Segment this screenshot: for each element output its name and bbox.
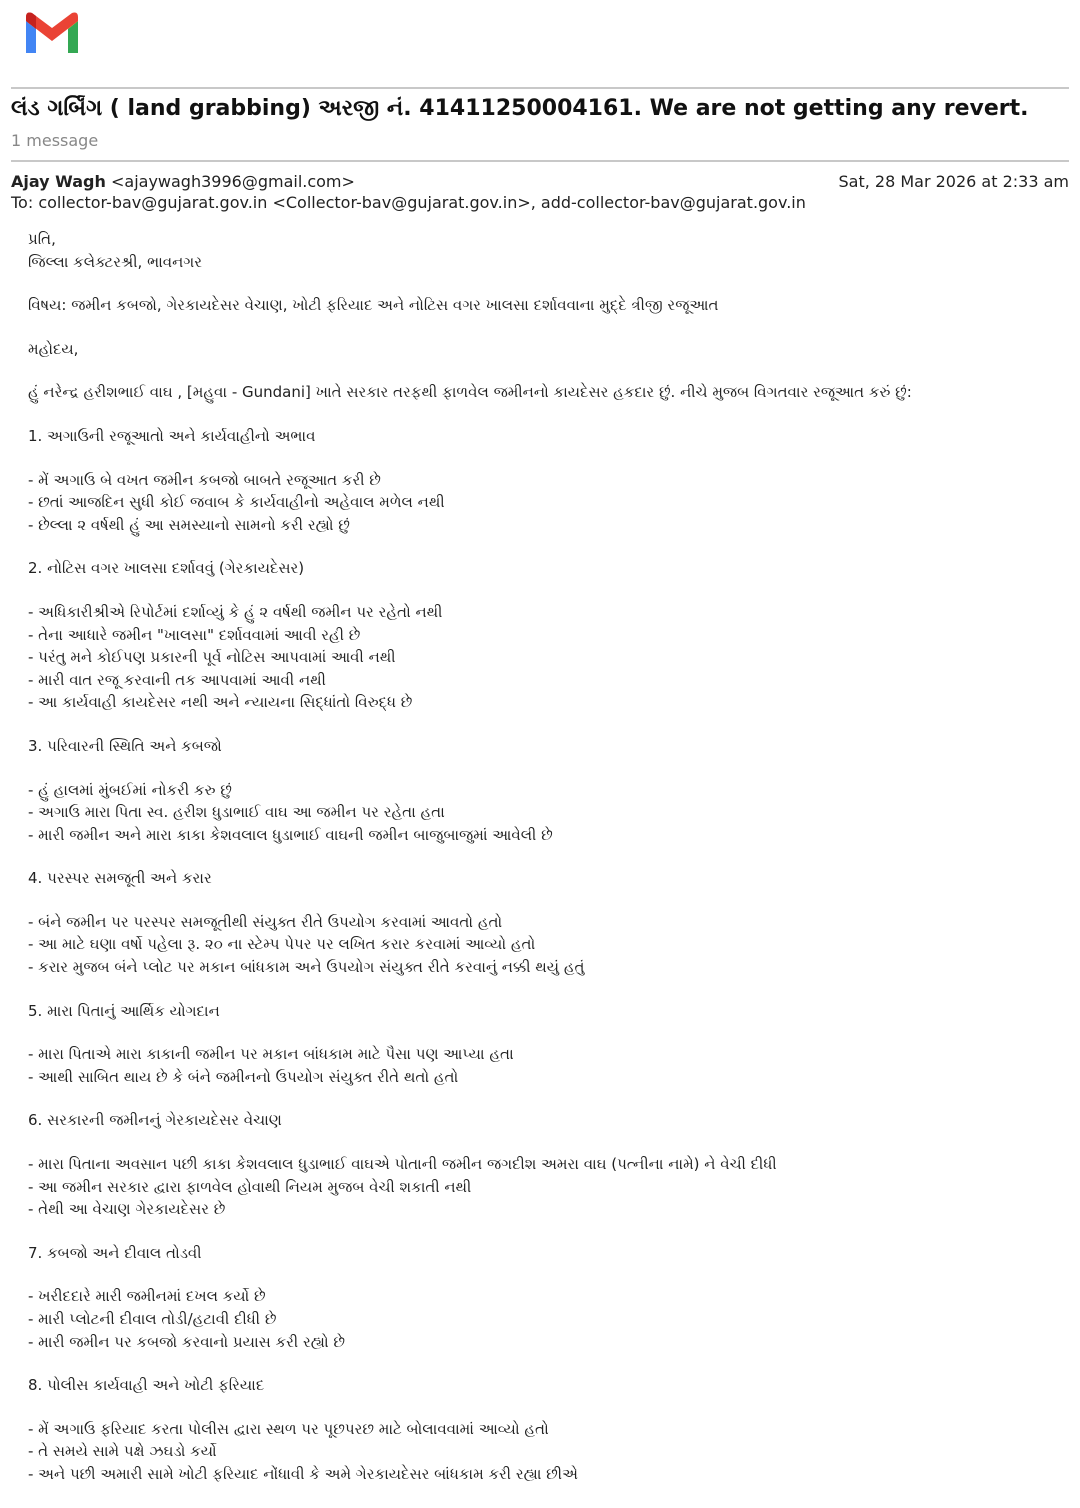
recipients-line: To: collector-bav@gujarat.gov.in <Collector-bav@gujarat.gov.in>, add-collector-bav@gujarat.gov.in (11, 193, 806, 212)
list-item: - હું હાલમાં મુંબઈમાં નોકરી કરુ છું (28, 780, 232, 799)
list-item: - છેલ્લા ૨ વર્ષથી હું આ સમસ્યાનો સામનો કરી રહ્યો છું (28, 515, 350, 534)
list-item: - આ માટે ઘણા વર્ષો પહેલા રૂ. ૨૦ ના સ્ટેમ્પ પેપર પર લખિત કરાર કરવામાં આવ્યો હતો (28, 935, 536, 954)
address-line: જિલ્લા કલેક્ટરશ્રી, ભાવનગર (28, 252, 202, 271)
list-item: - તે સમયે સામે પક્ષે ઝઘડો કર્યો (28, 1442, 217, 1461)
list-item: - મારા પિતાના અવસાન પછી કાકા કેશવલાલ ધુડાભાઈ વાઘએ પોતાની જમીન જગદીશ અમરા વાઘ (પત્નીના નામે) ને વેચી દીધી (28, 1155, 777, 1174)
list-item: - મારી વાત રજૂ કરવાની તક આપવામાં આવી નથી (28, 670, 326, 689)
section-heading: 4. પરસ્પર સમજૂતી અને કરાર (28, 869, 212, 888)
gmail-logo-icon (22, 11, 82, 55)
list-item: - તેના આધારે જમીન "ખાલસા" દર્શાવવામાં આવી રહી છે (28, 625, 361, 644)
list-item: - મેં અગાઉ બે વખત જમીન કબજો બાબતે રજૂઆત કરી છે (28, 470, 381, 489)
section-heading: 3. પરિવારની સ્થિતિ અને કબજો (28, 736, 222, 755)
list-item: - મેં અગાઉ ફરિયાદ કરતા પોલીસ દ્વારા સ્થળ પર પૂછપરછ માટે બોલાવવામાં આવ્યો હતો (28, 1419, 549, 1438)
section-heading: 1. અગાઉની રજૂઆતો અને કાર્યવાહીનો અભાવ (28, 426, 316, 445)
message-count: 1 message (11, 131, 99, 150)
email-body (28, 228, 1068, 1486)
section-heading: 7. કબજો અને દીવાલ તોડવી (28, 1243, 202, 1262)
section-heading: 2. નોટિસ વગર ખાલસા દર્શાવવું (ગેરકાયદેસર) (28, 559, 305, 578)
section-heading: 5. મારા પિતાનું આર્થિક યોગદાન (28, 1001, 220, 1020)
sections-container (28, 425, 1068, 1486)
sender-name: Ajay Wagh (11, 172, 106, 191)
list-item: - અધિકારીશ્રીએ રિપોર્ટમાં દર્શાવ્યું કે હું ૨ વર્ષથી જમીન પર રહેતો નથી (28, 602, 443, 621)
subject-line: વિષય: જમીન કબજો, ગેરકાયદેસર વેચાણ, ખોટી ફરિયાદ અને નોટિસ વગર ખાલસા દર્શાવવાના મુદ્દે ત્રીજી રજૂઆત (28, 296, 719, 315)
list-item: - આથી સાબિત થાય છે કે બંને જમીનનો ઉપયોગ સંયુક્ત રીતે થતો હતો (28, 1067, 459, 1086)
sender-email: <ajaywagh3996@gmail.com> (110, 172, 355, 191)
list-item: - છતાં આજદિન સુધી કોઈ જવાબ કે કાર્યવાહીનો અહેવાલ મળેલ નથી (28, 493, 445, 512)
message-date: Sat, 28 Mar 2026 at 2:33 am (838, 172, 1069, 191)
list-item: - આ જમીન સરકાર દ્વારા ફાળવેલ હોવાથી નિયમ મુજબ વેચી શકાતી નથી (28, 1177, 472, 1196)
list-item: - આ કાર્યવાહી કાયદેસર નથી અને ન્યાયના સિદ્ધાંતો વિરુદ્ધ છે (28, 693, 413, 712)
list-item: - કરાર મુજબ બંને પ્લોટ પર મકાન બાંધકામ અને ઉપયોગ સંયુક્ત રીતે કરવાનું નક્કી થયું હતું (28, 958, 585, 977)
list-item: - ખરીદદારે મારી જમીનમાં દખલ કર્યો છે (28, 1287, 266, 1306)
email-subject: લંડ ગર્બિંગ ( land grabbing) અરજી નં. 41411250004161. We are not getting any revert. (11, 96, 1029, 121)
section-heading: 6. સરકારની જમીનનું ગેરકાયદેસર વેચાણ (28, 1111, 282, 1130)
list-item: - તેથી આ વેચાણ ગેરકાયદેસર છે (28, 1200, 226, 1219)
list-item: - પરંતુ મને કોઈપણ પ્રકારની પૂર્વ નોટિસ આપવામાં આવી નથી (28, 648, 396, 667)
intro-paragraph: હું નરેન્દ્ર હરીશભાઈ વાઘ , [મહુવા - Gundani] ખાતે સરકાર તરફથી ફાળવેલ જમીનનો કાયદેસર હકદાર છું. નીચે મુજબ વિગતવાર રજૂઆત કરું છું: (28, 383, 912, 402)
list-item: - બંને જમીન પર પરસ્પર સમજૂતીથી સંયુક્ત રીતે ઉપયોગ કરવામાં આવતો હતો (28, 912, 503, 931)
list-item: - અને પછી અમારી સામે ખોટી ફરિયાદ નોંધાવી કે અમે ગેરકાયદેસર બાંધકામ કરી રહ્યા છીએ (28, 1464, 578, 1483)
list-item: - મારી જમીન અને મારા કાકા કેશવલાલ ધુડાભાઈ વાઘની જમીન બાજુબાજુમાં આવેલી છે (28, 825, 553, 844)
list-item: - મારી પ્લોટની દીવાલ તોડી/હટાવી દીધી છે (28, 1310, 277, 1328)
list-item: - મારા પિતાએ મારા કાકાની જમીન પર મકાન બાંધકામ માટે પૈસા પણ આપ્યા હતા (28, 1045, 514, 1064)
list-item: - અગાઉ મારા પિતા સ્વ. હરીશ ધુડાભાઈ વાઘ આ જમીન પર રહેતા હતા (28, 803, 445, 822)
header-divider (11, 87, 1069, 89)
list-item: - મારી જમીન પર કબજો કરવાનો પ્રયાસ કરી રહ્યો છે (28, 1332, 345, 1351)
salutation: મહોદય, (28, 339, 79, 358)
message-divider (11, 160, 1069, 162)
address-line: પ્રતિ, (28, 230, 56, 248)
sender-line (11, 172, 355, 191)
section-heading: 8. પોલીસ કાર્યવાહી અને ખોટી ફરિયાદ (28, 1376, 265, 1395)
